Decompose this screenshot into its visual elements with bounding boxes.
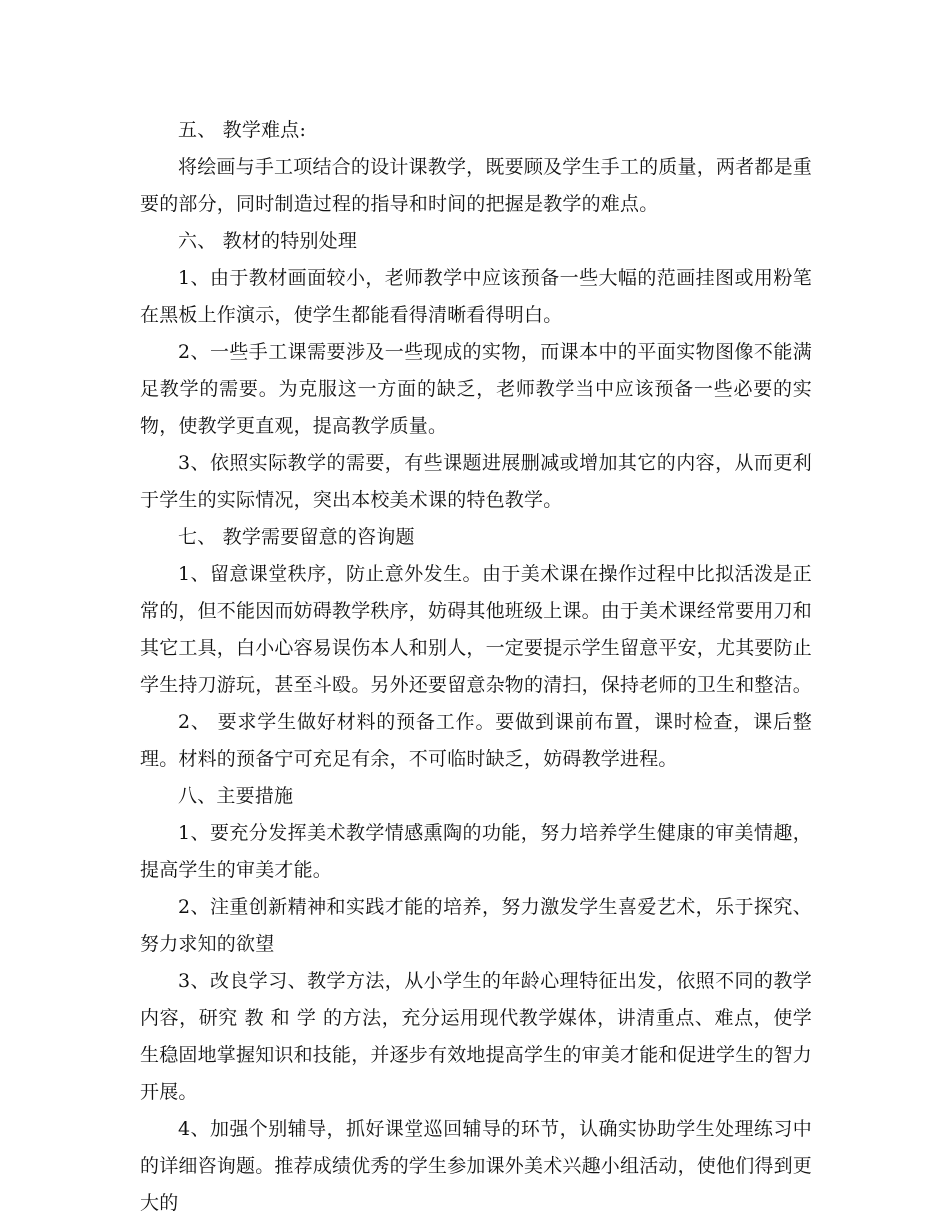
paragraph: 3、依照实际教学的需要，有些课题进展删减或增加其它的内容，从而更利于学生的实际情况，突出本校美术课的特色教学。 <box>140 452 812 511</box>
paragraph: 1、由于教材画面较小，老师教学中应该预备一些大幅的范画挂图或用粉笔在黑板上作演示，使学生都能看得清晰看得明白。 <box>140 267 812 326</box>
document-body <box>140 112 812 1222</box>
paragraph: 1、留意课堂秩序，防止意外发生。由于美术课在操作过程中比拟活泼是正常的，但不能因而妨碍教学秩序，妨碍其他班级上课。由于美术课经常要用刀和其它工具，白小心容易误伤本人和别人，一定要提示学生留意平安，尤其要防止学生持刀游玩，甚至斗殴。另外还要留意杂物的清扫，保持老师的卫生和整洁。 <box>140 563 813 696</box>
paragraph: 2、一些手工课需要涉及一些现成的实物，而课本中的平面实物图像不能满足教学的需要。为克服这一方面的缺乏，老师教学当中应该预备一些必要的实物，使教学更直观，提高教学质量。 <box>140 341 812 437</box>
paragraph: 4、加强个别辅导，抓好课堂巡回辅导的环节，认确实协助学生处理练习中的详细咨询题。推荐成绩优秀的学生参加课外美术兴趣小组活动，使他们得到更大的 <box>140 1118 813 1214</box>
paragraph: 将绘画与手工项结合的设计课教学，既要顾及学生手工的质量，两者都是重要的部分，同时制造过程的指导和时间的把握是教学的难点。 <box>140 156 812 215</box>
paragraph: 2、注重创新精神和实践才能的培养，努力激发学生喜爱艺术，乐于探究、努力求知的欲望 <box>140 896 812 955</box>
paragraph: 2、 要求学生做好材料的预备工作。要做到课前布置，课时检查，课后整理。材料的预备宁可充足有余，不可临时缺乏，妨碍教学进程。 <box>140 711 812 770</box>
paragraph: 1、要充分发挥美术教学情感熏陶的功能，努力培养学生健康的审美情趣，提高学生的审美才能。 <box>140 822 812 881</box>
paragraph: 3、改良学习、教学方法，从小学生的年龄心理特征出发，依照不同的教学内容，研究 教 和 学 的方法，充分运用现代教学媒体，讲清重点、难点，使学生稳固地掌握知识和技能，并逐步有效地提高学生的审美才能和促进学生的智力开展。 <box>140 970 813 1103</box>
section-heading-8: 八、主要措施 <box>178 785 294 807</box>
section-heading-6: 六、 教材的特别处理 <box>178 230 358 252</box>
section-heading-7: 七、 教学需要留意的咨询题 <box>178 526 415 548</box>
section-heading-5: 五、 教学难点: <box>178 119 307 141</box>
